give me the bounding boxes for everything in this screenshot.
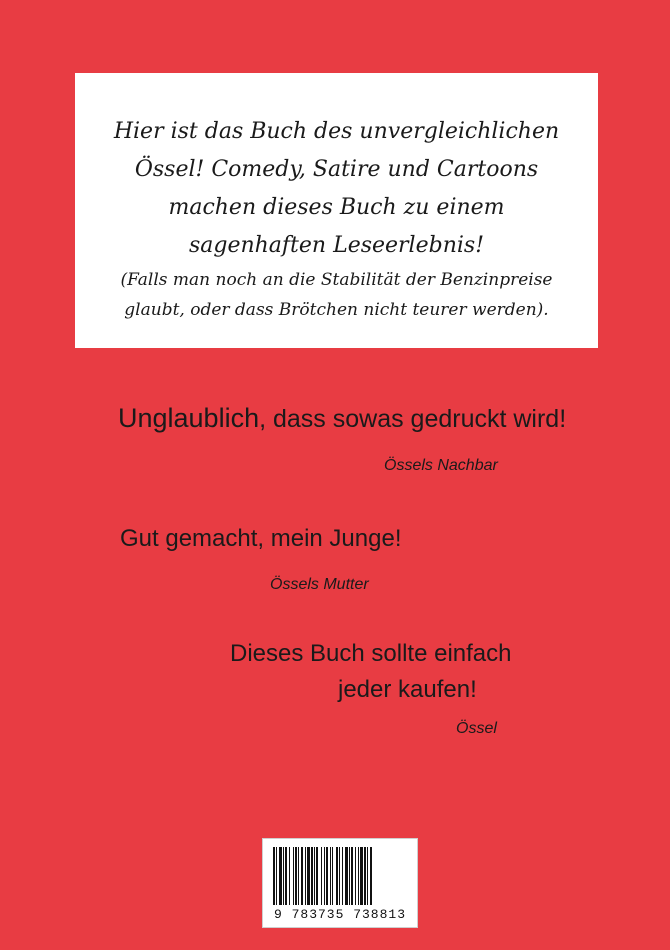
barcode-bar (342, 847, 343, 905)
barcode-bar (311, 847, 313, 905)
barcode-bar (307, 847, 310, 905)
barcode-bar (279, 847, 282, 905)
barcode-bar (336, 847, 338, 905)
quote-attribution: Össels Mutter (270, 576, 369, 593)
barcode-bar (316, 847, 318, 905)
barcode-icon (271, 847, 409, 907)
barcode-bar (370, 847, 372, 905)
barcode-bar (321, 847, 322, 905)
barcode-bar (345, 847, 348, 905)
barcode-bar (367, 847, 368, 905)
barcode-bar (339, 847, 340, 905)
barcode-number: 9 783735 738813 (273, 907, 407, 922)
quote-attribution: Össels Nachbar (384, 457, 498, 474)
barcode-bar (289, 847, 290, 905)
barcode-bar (364, 847, 366, 905)
blurb-box (75, 73, 598, 348)
barcode-bar (326, 847, 328, 905)
barcode-bar (283, 847, 284, 905)
barcode-bar (332, 847, 333, 905)
quote-neighbor (118, 403, 566, 434)
barcode-bar (285, 847, 287, 905)
quote-text: , dass sowas gedruckt wird! (259, 405, 567, 433)
quote-attribution: Össel (456, 720, 497, 737)
blurb-line: Hier ist das Buch des unvergleichlichen (113, 119, 560, 144)
barcode-bar (314, 847, 315, 905)
barcode-bar (351, 847, 353, 905)
blurb-line: Össel! Comedy, Satire und Cartoons (134, 157, 539, 182)
barcode-bar (295, 847, 297, 905)
barcode-bar (276, 847, 277, 905)
barcode-bar (330, 847, 331, 905)
quote-emphasis: Unglaublich (118, 403, 260, 433)
blurb-text (75, 113, 598, 325)
quote-author-line2: jeder kaufen! (338, 676, 477, 703)
barcode-bar (355, 847, 356, 905)
barcode-bar (305, 847, 306, 905)
blurb-line: sagenhaften Leseerlebnis! (188, 233, 485, 258)
barcode-bar (349, 847, 350, 905)
barcode-bar (301, 847, 303, 905)
quote-author-line1: Dieses Buch sollte einfach (230, 640, 512, 667)
blurb-note-line: (Falls man noch an die Stabilität der Benzinpreise (120, 270, 553, 290)
quote-mother: Gut gemacht, mein Junge! (120, 525, 402, 552)
blurb-note-line: glaubt, oder dass Brötchen nicht teurer werden). (124, 300, 549, 320)
barcode-bar (298, 847, 299, 905)
barcode-bar (358, 847, 359, 905)
barcode-bar (273, 847, 275, 905)
barcode-bar (324, 847, 325, 905)
barcode (262, 838, 418, 928)
barcode-bar (360, 847, 363, 905)
blurb-line: machen dieses Buch zu einem (168, 195, 505, 220)
barcode-bar (293, 847, 294, 905)
